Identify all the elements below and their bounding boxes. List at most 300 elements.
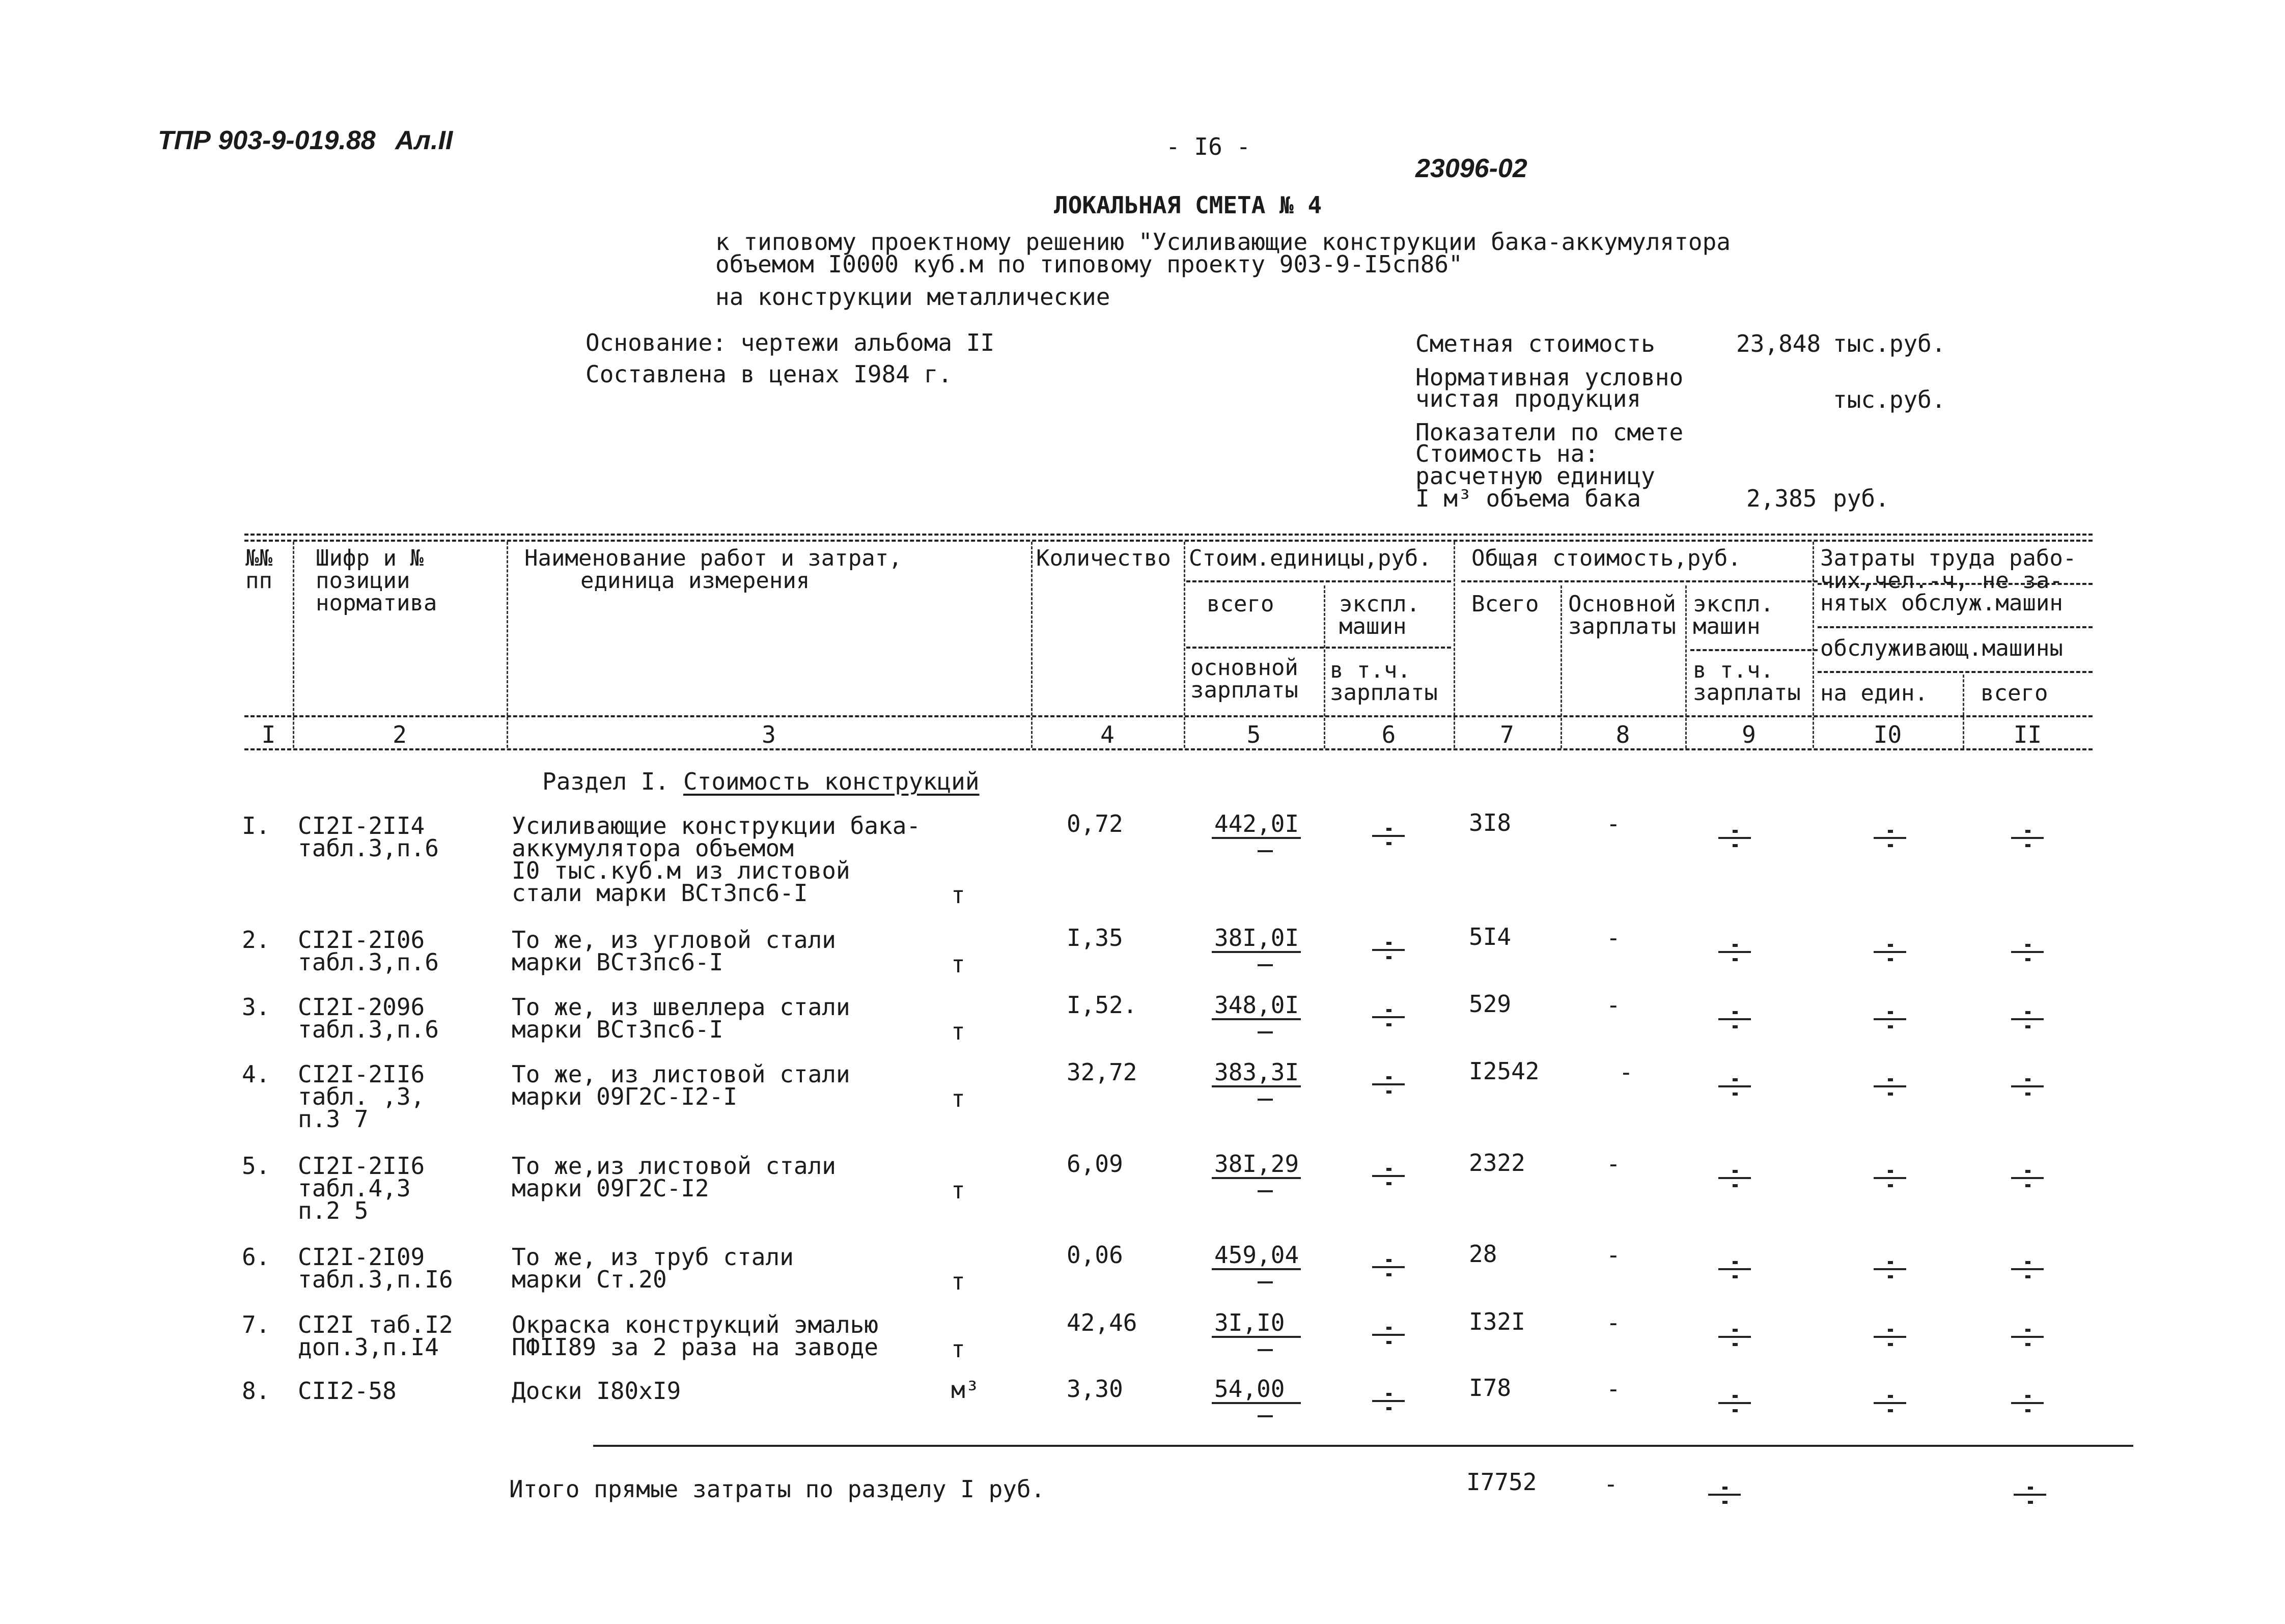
normative-label-2: чистая продукция [1415, 385, 1641, 412]
hdr-col9-bottom [1693, 659, 1801, 704]
total-label: Итого прямые затраты по разделу I руб. [509, 1475, 1045, 1503]
row-code-line: CI2I-2I09 [298, 1243, 425, 1271]
row-col11-mark-dot-top [2025, 830, 2030, 833]
row-col9-mark-dot-bottom [1733, 958, 1738, 961]
prices-label: Составлена в ценах I984 г. [586, 360, 953, 388]
row-col11-mark-dot-top [2025, 1078, 2030, 1081]
row-code [298, 1152, 425, 1224]
row-col10-mark-dot-bottom [1888, 1409, 1893, 1412]
row-col9-mark-line [1718, 1402, 1751, 1404]
row-col10-mark-dot-bottom [1888, 958, 1893, 961]
row-name-line: аккумулятора объемом [512, 834, 794, 862]
row-col9-mark-line [1718, 951, 1751, 953]
hdr-col2-l3: норматива [316, 590, 437, 616]
colnum-5: 5 [1246, 721, 1261, 748]
row-col10-mark [1874, 1162, 1906, 1192]
hdr-col3-l1: Наименование работ и затрат, [524, 545, 902, 571]
row-col10-mark-line [1874, 1018, 1906, 1020]
row-col6-mark [1372, 1251, 1405, 1281]
row-col9-mark-dot-top [1733, 944, 1738, 947]
inventory-number: 23096-02 [1415, 154, 1527, 183]
row-name-line: ПФII89 за 2 раза на заводе [512, 1333, 879, 1361]
hdr-col10: на един. [1820, 680, 1928, 706]
row-col9-mark-line [1718, 1018, 1751, 1020]
row-price-subdash [1258, 1349, 1273, 1351]
vsep-9 [1813, 542, 1814, 748]
indicators-line-4: I м³ объема бака [1415, 485, 1641, 512]
row-col9-mark-dot-bottom [1733, 1184, 1738, 1187]
row-col11-mark-dot-bottom [2025, 1409, 2030, 1412]
row-col10-mark-dot-top [1888, 1261, 1893, 1264]
colnum-10: I0 [1873, 721, 1902, 748]
row-col10-mark-dot-bottom [1888, 1093, 1893, 1096]
row-unit: т [951, 1268, 965, 1295]
row-col8: - [1619, 1058, 1633, 1086]
hdr-col56: Стоим.единицы,руб. [1189, 545, 1432, 571]
row-total: I2542 [1469, 1057, 1540, 1085]
hdr-col8 [1568, 593, 1676, 638]
row-unit: т [951, 950, 965, 978]
indicators-line-3: расчетную единицу [1415, 462, 1655, 490]
row-name-line: То же,из листовой стали [512, 1152, 836, 1180]
row-col10-mark [1874, 822, 1906, 852]
row-unit-price: 442,0I [1214, 810, 1299, 837]
row-name-line: То же, из труб стали [512, 1243, 794, 1271]
row-col11-mark [2011, 1003, 2044, 1033]
row-col8: - [1606, 924, 1621, 951]
hdr-col9-top-l1: экспл. [1693, 591, 1774, 617]
hdr-col6-top [1339, 593, 1420, 638]
section-heading [542, 770, 980, 793]
row-col10-mark-dot-bottom [1888, 1184, 1893, 1187]
row-col11-mark [2011, 1162, 2044, 1192]
hdr-col5-top: всего [1207, 591, 1274, 617]
hdr-col6-bottom [1330, 659, 1438, 704]
row-price-underline [1212, 1018, 1301, 1020]
row-col6-mark-line [1372, 1083, 1405, 1085]
row-col6-mark-line [1372, 1175, 1405, 1177]
rule-stoim-sub [1186, 580, 1451, 582]
row-col11-mark-line [2011, 1268, 2044, 1270]
row-name [512, 926, 836, 976]
row-col6-mark-line [1372, 1266, 1405, 1268]
row-col10-mark-dot-top [1888, 830, 1893, 833]
row-col10-mark [1874, 1253, 1906, 1283]
row-col9-mark-dot-top [1733, 830, 1738, 833]
row-col6-mark-dot-top [1386, 828, 1391, 831]
rule-zatr-sub2 [1818, 626, 2093, 628]
vsep-6 [1454, 542, 1455, 748]
row-col9-mark-dot-top [1733, 1078, 1738, 1081]
row-col6-mark-dot-top [1386, 1076, 1391, 1079]
row-price-underline [1212, 1336, 1301, 1338]
row-col11-mark-dot-bottom [2025, 1093, 2030, 1096]
row-col9-mark [1718, 1162, 1751, 1192]
row-code [298, 1243, 453, 1293]
row-col11-mark-dot-bottom [2025, 1184, 2030, 1187]
row-unit: т [951, 1085, 965, 1112]
row-name-line: марки 09Г2С-I2 [512, 1174, 709, 1202]
doc-code [158, 127, 453, 154]
row-code-line: CI2I-2II6 [298, 1060, 425, 1088]
row-name-line: То же, из листовой стали [512, 1060, 850, 1088]
unit-cost-unit: руб. [1833, 485, 1889, 512]
row-col9-mark [1718, 1387, 1751, 1417]
hdr-col9-bottom-l2: зарплаты [1693, 680, 1801, 706]
row-code [298, 1377, 397, 1405]
row-price-subdash [1258, 964, 1273, 966]
row-col9-mark-line [1718, 837, 1751, 839]
row-col9-mark-dot-bottom [1733, 1093, 1738, 1096]
row-col6-mark-dot-top [1386, 1259, 1391, 1262]
row-code-line: табл.3,п.6 [298, 1016, 439, 1043]
hdr-col6-bottom-l1: в т.ч. [1330, 657, 1411, 683]
indicators-line-2: Стоимость на: [1415, 440, 1599, 467]
row-name-line: марки ВСт3пс6-I [512, 948, 723, 976]
row-col11-mark-line [2011, 837, 2044, 839]
row-code-line: CI2I-2II4 [298, 812, 425, 839]
colnum-2: 2 [393, 721, 407, 748]
row-quantity: 6,09 [1067, 1150, 1123, 1178]
row-col10-mark-dot-top [1888, 1395, 1893, 1398]
row-code [298, 1311, 453, 1361]
row-name [512, 1060, 850, 1110]
row-col6-mark-line [1372, 1400, 1405, 1402]
rule-obshch-sub2 [1690, 649, 1818, 651]
row-col6-mark-dot-bottom [1386, 1273, 1391, 1276]
row-code-line: CI2I-2096 [298, 993, 425, 1021]
row-col6-mark [1372, 1160, 1405, 1190]
vsep-2 [507, 542, 508, 748]
row-col9-mark-dot-bottom [1733, 1409, 1738, 1412]
total-value: I7752 [1466, 1468, 1537, 1496]
hdr-col8-l1: Основной [1568, 591, 1676, 617]
row-total: I78 [1469, 1374, 1512, 1402]
row-col9-mark-dot-bottom [1733, 1343, 1738, 1346]
row-col6-mark [1372, 934, 1405, 964]
row-quantity: 3,30 [1067, 1375, 1123, 1403]
row-col6-mark-dot-bottom [1386, 1407, 1391, 1410]
row-col9-mark-dot-bottom [1733, 1025, 1738, 1028]
hdr-col2 [316, 547, 437, 614]
rule-obshch-sub [1461, 580, 1818, 582]
row-col8: - [1606, 810, 1621, 837]
row-col9-mark [1718, 1253, 1751, 1283]
row-price-underline [1212, 1402, 1301, 1404]
hdr-col9-top [1693, 593, 1774, 638]
hdr-col2-l2: позиции [316, 568, 410, 594]
row-number: 6. [242, 1243, 270, 1271]
hdr-col1-l2: пп [245, 568, 272, 594]
row-quantity: 0,72 [1067, 810, 1123, 837]
row-col8: - [1606, 1241, 1621, 1269]
row-col11-mark [2011, 1387, 2044, 1417]
row-code-line: табл. ,3, [298, 1083, 425, 1110]
row-col10-mark [1874, 1387, 1906, 1417]
row-unit-price: 3I,I0 [1214, 1309, 1285, 1336]
row-price-underline [1212, 1177, 1301, 1179]
row-number: 7. [242, 1311, 270, 1338]
row-col9-mark [1718, 1321, 1751, 1351]
title-line-3: на конструкции металлические [715, 283, 1110, 311]
page-number: - I6 - [1166, 133, 1251, 160]
row-col6-mark-line [1372, 949, 1405, 951]
row-col11-mark-dot-top [2025, 1170, 2030, 1173]
row-quantity: I,35 [1067, 924, 1123, 951]
row-price-underline [1212, 1268, 1301, 1270]
header-top-rule-2 [244, 540, 2093, 542]
row-col11-mark [2011, 1253, 2044, 1283]
row-name-line: марки 09Г2С-I2-I [512, 1083, 738, 1110]
row-col10-mark-dot-top [1888, 1078, 1893, 1081]
section-prefix: Раздел I. [542, 768, 670, 795]
row-col10-mark-dot-top [1888, 1170, 1893, 1173]
row-col11-mark-line [2011, 1336, 2044, 1338]
hdr-col5-bottom-l2: зарплаты [1190, 677, 1298, 703]
row-number: 5. [242, 1152, 270, 1180]
row-name [512, 812, 921, 907]
vsep-4 [1184, 542, 1185, 748]
row-price-underline [1212, 1085, 1301, 1087]
hdr-col1011-top [1820, 547, 2076, 614]
row-name-line: стали марки ВСт3пс6-I [512, 879, 808, 907]
row-col10-mark-dot-bottom [1888, 844, 1893, 847]
row-col6-mark [1372, 1001, 1405, 1031]
total-rule [593, 1445, 2133, 1447]
row-col11-mark-dot-bottom [2025, 1025, 2030, 1028]
row-col6-mark [1372, 1385, 1405, 1415]
row-unit-price: 348,0I [1214, 991, 1299, 1019]
row-col11-mark-line [2011, 951, 2044, 953]
row-name [512, 1243, 794, 1293]
row-col11-mark-dot-bottom [2025, 1343, 2030, 1346]
row-price-subdash [1258, 1099, 1273, 1101]
row-col6-mark-dot-top [1386, 1327, 1391, 1330]
row-col9-mark-dot-top [1733, 1011, 1738, 1014]
row-col6-mark-dot-bottom [1386, 1182, 1391, 1185]
hdr-col6-bottom-l2: зарплаты [1330, 680, 1438, 706]
row-quantity: 0,06 [1067, 1241, 1123, 1269]
row-col6-mark-dot-bottom [1386, 1023, 1391, 1026]
row-col6-mark-dot-bottom [1386, 956, 1391, 959]
row-col11-mark [2011, 1070, 2044, 1101]
row-total: 28 [1469, 1240, 1497, 1268]
colnum-1: I [261, 721, 276, 748]
row-col6-mark-line [1372, 1334, 1405, 1336]
row-number: 3. [242, 993, 270, 1021]
row-col6-mark-dot-top [1386, 942, 1391, 945]
row-unit-price: 38I,0I [1214, 924, 1299, 951]
rule-stoim-sub2 [1186, 647, 1451, 649]
row-col11-mark-dot-top [2025, 1395, 2030, 1398]
row-total: 529 [1469, 990, 1512, 1018]
row-col11-mark-dot-top [2025, 944, 2030, 947]
row-number: 2. [242, 926, 270, 954]
hdr-col1-l1: №№ [245, 545, 272, 571]
row-price-underline [1212, 837, 1301, 839]
hdr-col6-top-l2: машин [1339, 613, 1407, 639]
row-number: 4. [242, 1060, 270, 1088]
row-col11-mark-line [2011, 1402, 2044, 1404]
row-col9-mark-dot-top [1733, 1395, 1738, 1398]
row-col11-mark-dot-bottom [2025, 958, 2030, 961]
row-col6-mark-line [1372, 835, 1405, 837]
normative-label-1: Нормативная условно [1415, 363, 1684, 391]
row-quantity: I,52. [1067, 991, 1137, 1019]
row-col9-mark [1718, 1070, 1751, 1101]
row-col10-mark [1874, 1070, 1906, 1101]
vsep-1 [293, 542, 294, 748]
row-col11-mark-line [2011, 1177, 2044, 1179]
row-unit: т [951, 1018, 965, 1045]
row-col9-mark-line [1718, 1177, 1751, 1179]
row-col10-mark-dot-bottom [1888, 1275, 1893, 1278]
row-unit-price: 54,00 [1214, 1375, 1285, 1403]
hdr-col1011-top-l3: нятых обслуж.машин [1820, 590, 2063, 616]
row-col9-mark-dot-bottom [1733, 1275, 1738, 1278]
row-col6-mark-dot-top [1386, 1009, 1391, 1012]
row-col9-mark-line [1718, 1268, 1751, 1270]
row-col8: - [1606, 1150, 1621, 1178]
row-col10-mark-line [1874, 1402, 1906, 1404]
row-col10-mark-line [1874, 837, 1906, 839]
row-name-line: марки Ст.20 [512, 1266, 667, 1293]
row-total: 5I4 [1469, 923, 1512, 950]
hdr-col789: Общая стоимость,руб. [1471, 545, 1741, 571]
hdr-col3-l2: единица измерения [580, 568, 810, 594]
row-name [512, 1377, 681, 1405]
row-col11-mark [2011, 936, 2044, 966]
row-name [512, 993, 850, 1043]
colnum-9: 9 [1742, 721, 1756, 748]
row-col11-mark-dot-top [2025, 1329, 2030, 1332]
row-col9-mark-dot-bottom [1733, 844, 1738, 847]
indicators-line-1: Показатели по смете [1415, 418, 1684, 446]
rule-zatr-sub3 [1818, 671, 2093, 673]
row-number: I. [242, 812, 270, 839]
hdr-col4: Количество [1036, 545, 1171, 571]
row-col6-mark-line [1372, 1016, 1405, 1018]
row-code [298, 993, 439, 1043]
row-unit-price: 459,04 [1214, 1241, 1299, 1269]
row-col11-mark [2011, 1321, 2044, 1351]
doc-code-text: ТПР 903-9-019.88 [158, 126, 376, 155]
hdr-col11: всего [1981, 680, 2048, 706]
hdr-col1011-top-l1: Затраты труда рабо- [1820, 545, 2077, 571]
row-name-line: Доски I80xI9 [512, 1377, 681, 1405]
row-col10-mark-line [1874, 1268, 1906, 1270]
row-name-line: Окраска конструкций эмалью [512, 1311, 879, 1338]
hdr-col9-top-l2: машин [1693, 613, 1761, 639]
row-col10-mark-line [1874, 1085, 1906, 1087]
row-code-line: CI2I-2I06 [298, 926, 425, 954]
colnum-bottom-rule [244, 748, 2093, 750]
row-col9-mark [1718, 936, 1751, 966]
hdr-col6-top-l1: экспл. [1339, 591, 1420, 617]
total-col9-mark [1708, 1478, 1741, 1509]
row-col6-mark-dot-bottom [1386, 842, 1391, 845]
row-code [298, 1060, 425, 1133]
row-col9-mark [1718, 822, 1751, 852]
row-col10-mark [1874, 936, 1906, 966]
row-col8: - [1606, 1309, 1621, 1336]
album-label: Ал.II [395, 126, 453, 155]
colnum-3: 3 [762, 721, 776, 748]
row-code-line: CI2I-2II6 [298, 1152, 425, 1180]
colnum-4: 4 [1100, 721, 1114, 748]
row-price-subdash [1258, 1031, 1273, 1033]
hdr-col1011-top-l2: чих,чел.-ч, не за- [1820, 568, 2063, 594]
row-col10-mark-dot-top [1888, 944, 1893, 947]
hdr-col2-l1: Шифр и № [316, 545, 424, 571]
normative-unit: тыс.руб. [1833, 386, 1946, 413]
unit-cost-value: 2,385 [1746, 485, 1817, 512]
row-unit: т [951, 1335, 965, 1363]
row-unit: м³ [951, 1376, 980, 1404]
colnum-8: 8 [1615, 721, 1630, 748]
title-line-2: объемом I0000 куб.м по типовому проекту 903-9-I5сп86" [715, 250, 1463, 278]
row-col9-mark-line [1718, 1085, 1751, 1087]
row-name-line: Усиливающие конструкции бака- [512, 812, 921, 839]
row-col11-mark-dot-top [2025, 1261, 2030, 1264]
row-price-subdash [1258, 1190, 1273, 1192]
hdr-col5-bottom [1190, 657, 1298, 702]
row-price-subdash [1258, 1415, 1273, 1417]
colnum-11: II [2013, 721, 2042, 748]
row-code-line: табл.3,п.I6 [298, 1266, 453, 1293]
colnum-6: 6 [1381, 721, 1396, 748]
row-col6-mark [1372, 1068, 1405, 1099]
row-number: 8. [242, 1377, 270, 1405]
row-col6-mark [1372, 820, 1405, 850]
row-name-line: I0 тыс.куб.м из листовой [512, 857, 850, 884]
colnum-7: 7 [1500, 721, 1514, 748]
row-col10-mark-line [1874, 951, 1906, 953]
hdr-col7: Всего [1471, 591, 1539, 617]
row-code [298, 812, 439, 862]
section-title: Стоимость конструкций [683, 768, 980, 795]
row-col9-mark-line [1718, 1336, 1751, 1338]
basis-label: Основание: чертежи альбома II [586, 329, 995, 356]
row-code-line: CI2I таб.I2 [298, 1311, 453, 1338]
row-col11-mark [2011, 822, 2044, 852]
row-code-line: CII2-58 [298, 1377, 397, 1405]
row-col10-mark-dot-bottom [1888, 1343, 1893, 1346]
row-col9-mark-dot-top [1733, 1329, 1738, 1332]
row-col10-mark [1874, 1321, 1906, 1351]
row-col9-mark-dot-top [1733, 1170, 1738, 1173]
row-name-line: То же, из угловой стали [512, 926, 836, 954]
row-quantity: 42,46 [1067, 1309, 1137, 1336]
hdr-col1011-mid: обслуживающ.машины [1820, 635, 2063, 661]
row-col11-mark-line [2011, 1018, 2044, 1020]
row-col10-mark-dot-top [1888, 1011, 1893, 1014]
hdr-col8-l2: зарплаты [1568, 613, 1676, 639]
estimated-cost-value: 23,848 [1736, 330, 1821, 357]
row-col8: - [1606, 991, 1621, 1019]
row-price-subdash [1258, 850, 1273, 852]
total-col8: - [1604, 1470, 1618, 1498]
row-total: 2322 [1469, 1149, 1525, 1177]
row-price-underline [1212, 951, 1301, 953]
hdr-col5-bottom-l1: основной [1190, 655, 1298, 681]
row-unit: т [951, 1177, 965, 1204]
row-total: 3I8 [1469, 809, 1512, 836]
vsep-3 [1031, 542, 1033, 748]
row-col10-mark-line [1874, 1336, 1906, 1338]
row-col9-mark [1718, 1003, 1751, 1033]
row-col10-mark-dot-bottom [1888, 1025, 1893, 1028]
